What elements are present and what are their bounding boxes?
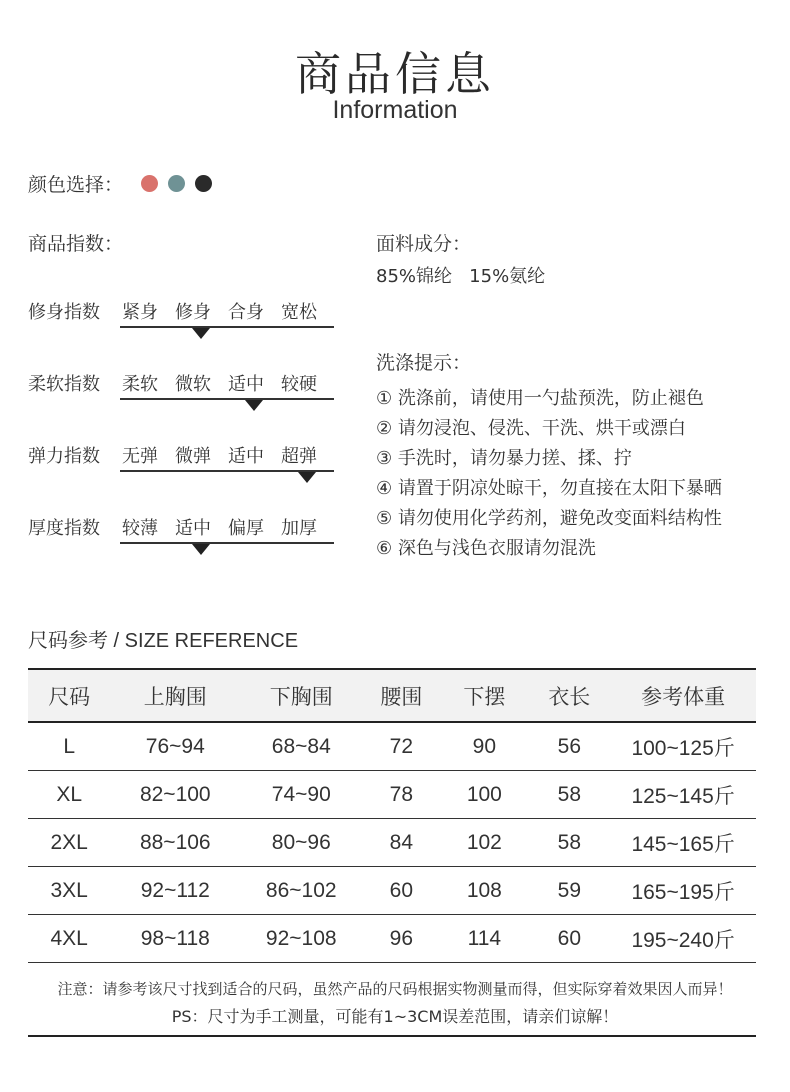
table-cell: 90 <box>440 722 528 771</box>
table-cell: 96 <box>362 915 440 963</box>
fabric-label: 面料成分： <box>376 233 472 255</box>
table-row <box>28 722 756 771</box>
wash-item: ③ 手洗时，请勿暴力搓、揉、拧 <box>376 448 632 469</box>
size-table-header <box>28 669 756 722</box>
bottom-divider <box>28 1035 756 1037</box>
index-option: 适中 <box>228 374 264 395</box>
index-option: 适中 <box>228 446 264 467</box>
size-header-cell: 腰围 <box>362 669 440 722</box>
size-header-cell: 尺码 <box>28 669 110 722</box>
index-marker-icon <box>298 472 316 483</box>
table-cell: 58 <box>528 819 610 867</box>
wash-item: ④ 请置于阴凉处晾干，勿直接在太阳下暴晒 <box>376 478 722 499</box>
table-cell: 195~240斤 <box>610 915 756 963</box>
size-header-cell: 衣长 <box>528 669 610 722</box>
table-cell: 59 <box>528 867 610 915</box>
color-swatch-black[interactable] <box>195 175 212 192</box>
color-swatch-red[interactable] <box>141 175 158 192</box>
table-cell: 74~90 <box>240 771 362 819</box>
table-cell: 88~106 <box>110 819 240 867</box>
index-row <box>28 370 338 400</box>
wash-label: 洗涤提示： <box>376 352 472 374</box>
color-swatch-teal[interactable] <box>168 175 185 192</box>
index-options <box>122 514 334 540</box>
index-option: 柔软 <box>122 374 158 395</box>
table-cell: 3XL <box>28 867 110 915</box>
table-cell: 108 <box>440 867 528 915</box>
size-header-cell: 上胸围 <box>110 669 240 722</box>
wash-item: ⑤ 请勿使用化学药剂，避免改变面料结构性 <box>376 508 722 529</box>
index-option: 加厚 <box>281 518 317 539</box>
index-scale-line <box>120 326 334 328</box>
size-table <box>28 668 756 963</box>
table-cell: 80~96 <box>240 819 362 867</box>
index-row <box>28 514 338 544</box>
indices-label: 商品指数： <box>28 233 124 255</box>
index-name: 弹力指数 <box>28 446 100 467</box>
fabric-value: 85%锦纶 15%氨纶 <box>376 266 546 287</box>
size-title: 尺码参考 / SIZE REFERENCE <box>28 630 299 652</box>
index-scale-line <box>120 398 334 400</box>
table-cell: 84 <box>362 819 440 867</box>
table-cell: 76~94 <box>110 722 240 771</box>
index-option: 适中 <box>175 518 211 539</box>
page-subtitle: Information <box>332 96 458 124</box>
table-cell: 72 <box>362 722 440 771</box>
table-row <box>28 867 756 915</box>
note-text: 注意：请参考该尺寸找到适合的尺码，虽然产品的尺码根据实物测量而得，但实际穿着效果因人而异！ <box>57 980 733 998</box>
table-cell: 56 <box>528 722 610 771</box>
table-cell: 60 <box>362 867 440 915</box>
index-option: 修身 <box>175 302 211 323</box>
table-cell: 68~84 <box>240 722 362 771</box>
wash-item: ② 请勿浸泡、侵洗、干洗、烘干或漂白 <box>376 418 686 439</box>
index-options <box>122 298 334 324</box>
page-title: 商品信息 <box>295 47 495 101</box>
table-cell: 125~145斤 <box>610 771 756 819</box>
index-option: 较硬 <box>281 374 317 395</box>
table-cell: 58 <box>528 771 610 819</box>
index-options <box>122 370 334 396</box>
index-scale-line <box>120 542 334 544</box>
table-cell: 78 <box>362 771 440 819</box>
table-row <box>28 771 756 819</box>
table-cell: 82~100 <box>110 771 240 819</box>
table-cell: 100~125斤 <box>610 722 756 771</box>
table-row <box>28 819 756 867</box>
size-header-cell: 参考体重 <box>610 669 756 722</box>
table-cell: 60 <box>528 915 610 963</box>
table-cell: 102 <box>440 819 528 867</box>
table-cell: 4XL <box>28 915 110 963</box>
index-option: 偏厚 <box>228 518 264 539</box>
index-row <box>28 442 338 472</box>
table-cell: 114 <box>440 915 528 963</box>
size-header-cell: 下摆 <box>440 669 528 722</box>
table-cell: L <box>28 722 110 771</box>
index-option: 微弹 <box>175 446 211 467</box>
table-cell: 98~118 <box>110 915 240 963</box>
index-option: 紧身 <box>122 302 158 323</box>
color-label: 颜色选择： <box>28 174 124 196</box>
table-cell: 92~108 <box>240 915 362 963</box>
index-option: 无弹 <box>122 446 158 467</box>
table-cell: XL <box>28 771 110 819</box>
table-row <box>28 915 756 963</box>
table-cell: 2XL <box>28 819 110 867</box>
table-cell: 92~112 <box>110 867 240 915</box>
table-cell: 86~102 <box>240 867 362 915</box>
index-option: 合身 <box>228 302 264 323</box>
index-option: 宽松 <box>281 302 317 323</box>
index-marker-icon <box>245 400 263 411</box>
index-option: 微软 <box>175 374 211 395</box>
table-cell: 100 <box>440 771 528 819</box>
wash-item: ⑥ 深色与浅色衣服请勿混洗 <box>376 538 596 559</box>
index-name: 柔软指数 <box>28 374 100 395</box>
index-option: 较薄 <box>122 518 158 539</box>
index-marker-icon <box>192 544 210 555</box>
ps-text: PS：尺寸为手工测量，可能有1~3CM误差范围，请亲们谅解！ <box>171 1007 619 1026</box>
index-marker-icon <box>192 328 210 339</box>
table-cell: 145~165斤 <box>610 819 756 867</box>
index-option: 超弹 <box>281 446 317 467</box>
wash-item: ① 洗涤前，请使用一勺盐预洗，防止褪色 <box>376 388 704 409</box>
table-cell: 165~195斤 <box>610 867 756 915</box>
index-name: 厚度指数 <box>28 518 100 539</box>
index-name: 修身指数 <box>28 302 100 323</box>
size-header-cell: 下胸围 <box>240 669 362 722</box>
index-options <box>122 442 334 468</box>
index-row <box>28 298 338 328</box>
